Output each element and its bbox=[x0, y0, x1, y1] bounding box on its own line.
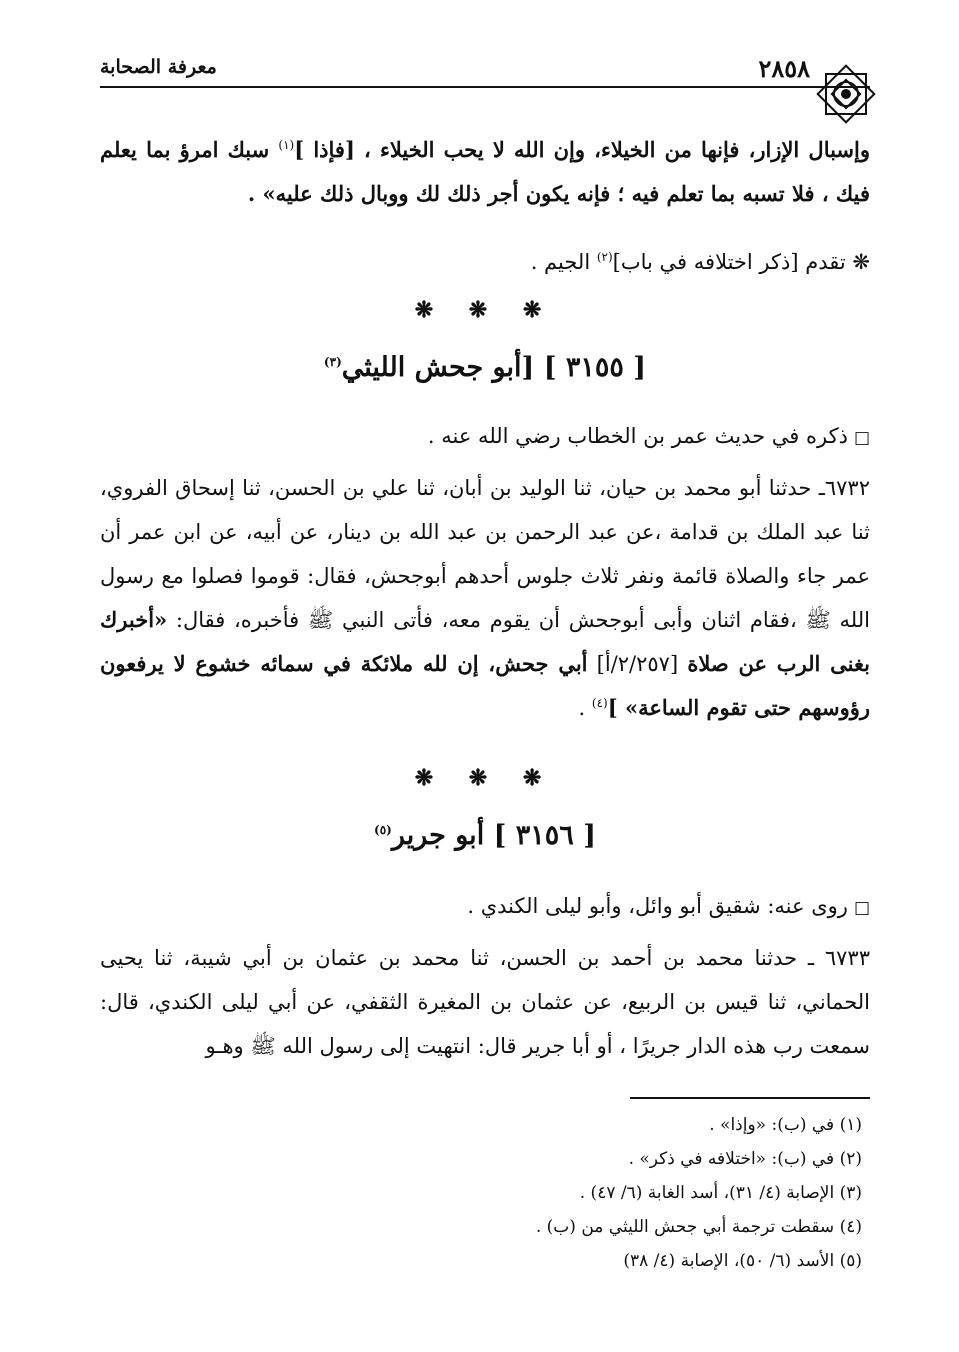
footnote-ref-4: (٤) bbox=[591, 696, 608, 710]
footnote-5: (٥) الأسد (٦/ ٥٠)، الإصابة (٤/ ٣٨) bbox=[623, 1251, 862, 1271]
hadith-quote-2: إن لله ملائكة في سمائه خشوع لا يرفعون رؤوسهم حتى تقوم الساعة» ] bbox=[100, 651, 870, 720]
intro-text-part1: وإسبال الإزار، فإنها من الخيلاء، وإن الله لا يحب الخيلاء ، [فإذا ] bbox=[294, 137, 870, 162]
hadith-text: ٦٧٣٣ ـ حدثنا محمد بن أحمد بن الحسن، ثنا محمد بن عثمان بن أبي شيبة، ثنا يحيى الحماني، ثنا قيس بن الربيع، عن عثمان بن المغيرة الثقفي، عن أبي ليلى الكندي، قال: سمعت رب هذه الدار جريرًا ، أو أبا جرير قال: انتهيت إلى رسول الله ﷺ وهـو bbox=[100, 946, 870, 1058]
note-text-part2: الجيم . bbox=[530, 250, 597, 274]
intro-paragraph bbox=[100, 128, 870, 216]
hadith-quote-1: «أخبرك بغنى الرب عن صلاة bbox=[100, 607, 870, 676]
header-title: معرفة الصحابة bbox=[100, 56, 217, 78]
note-text-part1: ❋ تقدم [ذكر اختلافه في باب] bbox=[612, 250, 870, 274]
square-bullet-icon: □ bbox=[853, 428, 870, 448]
footnote-4: (٤) سقطت ترجمة أبي جحش الليثي من (ب) . bbox=[535, 1217, 862, 1237]
hadith-6732 bbox=[100, 466, 870, 730]
entry-heading-text: [ ٣١٥٥ ] [أبو جحش الليثي bbox=[341, 352, 647, 383]
footnote-ref-3: (٣) bbox=[323, 355, 342, 369]
page-number: ٢٨٥٨ bbox=[758, 54, 810, 83]
entry-heading-text: [ ٣١٥٦ ] أبو جرير bbox=[391, 820, 596, 851]
square-bullet-icon: □ bbox=[853, 898, 870, 918]
hadith-end: . bbox=[578, 696, 592, 720]
mention-text: ذكره في حديث عمر بن الخطاب رضي الله عنه . bbox=[427, 424, 848, 448]
footnote-ref-5: (٥) bbox=[374, 823, 392, 837]
footnote-ref-2: (٢) bbox=[596, 250, 613, 264]
footnote-2: (٢) في (ب): «اختلافه في ذكر» . bbox=[628, 1149, 862, 1169]
footnote-divider bbox=[630, 1097, 870, 1099]
cross-reference-note bbox=[100, 240, 870, 284]
footnote-3: (٣) الإصابة (٤/ ٣١)، أسد الغابة (٦/ ٤٧) . bbox=[579, 1183, 862, 1203]
entry-heading-3155 bbox=[100, 352, 870, 383]
intro-text-part2: سبك امرؤ بما يعلم فيك ، فلا تسبه بما تعلم فيه ؛ فإنه يكون أجر ذلك لك ووبال ذلك عليه» . bbox=[100, 137, 870, 206]
manuscript-folio-ref: [٢/٢٥٧/أ] bbox=[587, 652, 688, 676]
narrators-text: روى عنه: شقيق أبو وائل، وأبو ليلى الكندي . bbox=[467, 894, 848, 918]
footnotes bbox=[100, 1108, 862, 1278]
footnote-1: (١) في (ب): «وإذا» . bbox=[709, 1115, 862, 1135]
hadith-name: أبي جحش، bbox=[478, 651, 588, 676]
running-header bbox=[100, 50, 870, 88]
octagram-ornament-icon bbox=[812, 60, 880, 128]
entry-mention bbox=[100, 414, 870, 460]
section-separator: ❋ ❋ ❋ bbox=[414, 297, 556, 323]
hadith-6733 bbox=[100, 936, 870, 1068]
entry-heading-3156 bbox=[100, 820, 870, 851]
section-separator-2: ❋ ❋ ❋ bbox=[414, 765, 556, 791]
footnote-ref-1: (١) bbox=[278, 138, 295, 152]
entry-narrators bbox=[100, 884, 870, 930]
hadith-text: ٦٧٣٢ـ حدثنا أبو محمد بن حيان، ثنا الوليد بن أبان، ثنا علي بن الحسن، ثنا إسحاق الفروي، ثنا عبد الملك بن قدامة ،عن عبد الرحمن بن عبد الله بن دينار، عن أبيه، عن ابن عمر أن عمر جاء والصلاة قائمة ونفر ثلاث جلوس أحدهم أبوجحش، فقال: قوموا فصلوا مع رسول الله ﷺ ،فقام اثنان وأبى أبوجحش أن يقوم معه، فأتى النبي ﷺ فأخبره، فقال: bbox=[100, 476, 870, 632]
